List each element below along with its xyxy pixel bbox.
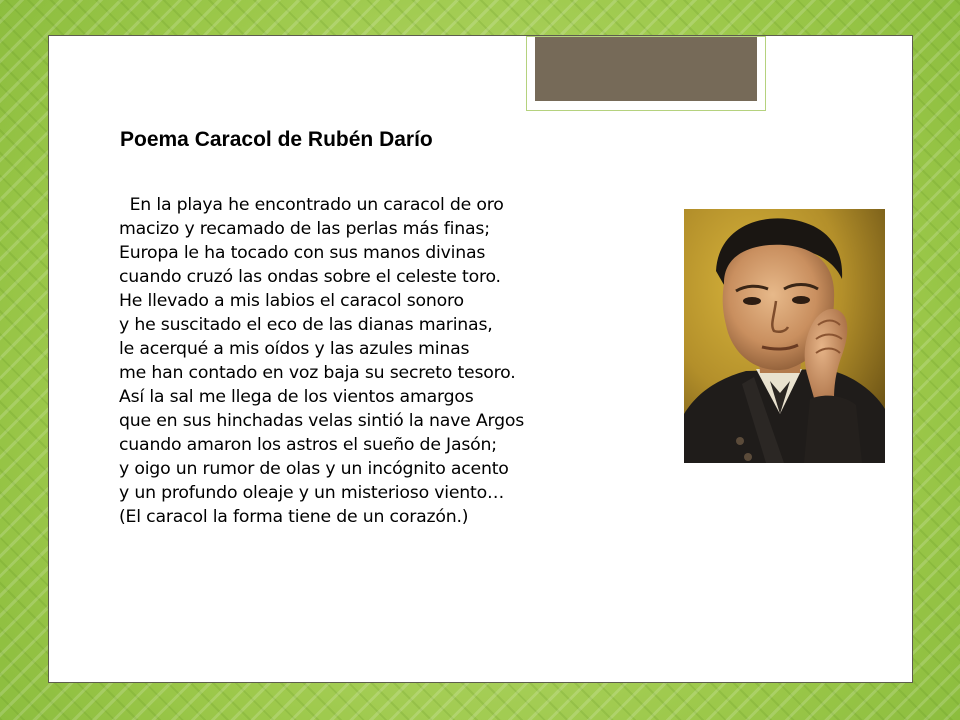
portrait-image xyxy=(684,209,885,463)
poem-line: Así la sal me llega de los vientos amargos xyxy=(119,387,474,407)
poem-line: que en sus hinchadas velas sintió la nave Argos xyxy=(119,411,525,431)
poem-line: En la playa he encontrado un caracol de oro xyxy=(119,195,504,215)
poem-text xyxy=(119,193,524,529)
poem-line: y un profundo oleaje y un misterioso viento… xyxy=(119,483,505,503)
poem-line: He llevado a mis labios el caracol sonoro xyxy=(119,291,464,311)
title-placeholder-block xyxy=(535,37,757,101)
poem-line: (El caracol la forma tiene de un corazón.) xyxy=(119,507,469,527)
poem-line: le acerqué a mis oídos y las azules minas xyxy=(119,339,470,359)
poem-line: y oigo un rumor de olas y un incógnito acento xyxy=(119,459,509,479)
poem-line: me han contado en voz baja su secreto tesoro. xyxy=(119,363,516,383)
poem-line: cuando amaron los astros el sueño de Jasón; xyxy=(119,435,497,455)
title-placeholder-frame xyxy=(526,36,766,111)
portrait-painting xyxy=(684,209,885,463)
poem-line: y he suscitado el eco de las dianas marinas, xyxy=(119,315,493,335)
poem-title: Poema Caracol de Rubén Darío xyxy=(120,128,433,151)
poem-line: cuando cruzó las ondas sobre el celeste toro. xyxy=(119,267,501,287)
poem-line: Europa le ha tocado con sus manos divinas xyxy=(119,243,486,263)
poem-line: macizo y recamado de las perlas más finas; xyxy=(119,219,490,239)
